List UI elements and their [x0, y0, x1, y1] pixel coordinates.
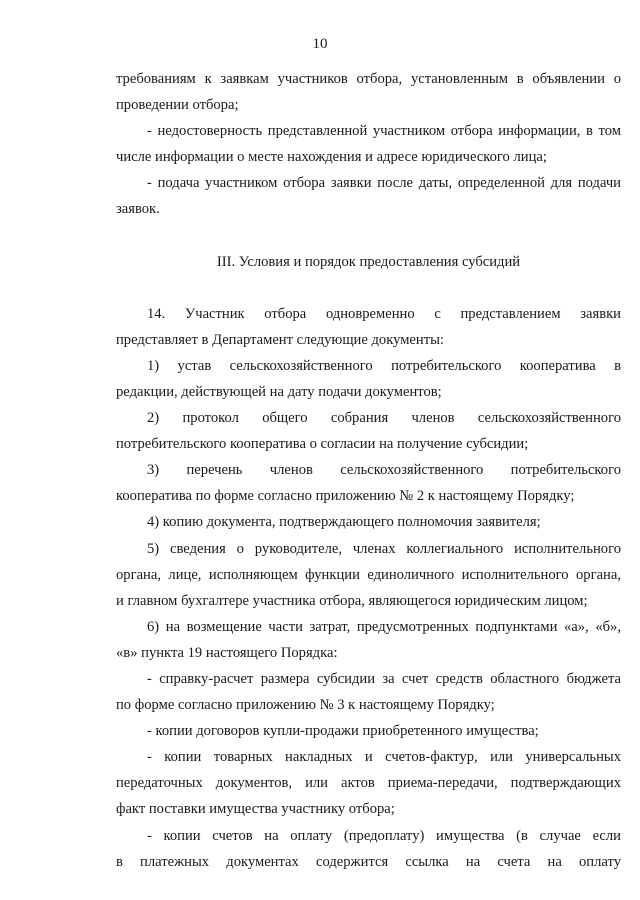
text-line: - копии счетов на оплату (предоплату) имущества (в случае если — [147, 827, 621, 844]
paragraph — [116, 536, 621, 614]
text-line: представляет в Департамент следующие документы: — [116, 331, 444, 348]
paragraph — [116, 614, 621, 666]
text-line: 2) протокол общего собрания членов сельскохозяйственного — [147, 410, 621, 427]
text-line: - копии договоров купли-продажи приобретенного имущества; — [147, 723, 539, 740]
paragraph — [116, 457, 621, 509]
paragraph — [116, 718, 621, 744]
text-line: по форме согласно приложению № 3 к настоящему Порядку; — [116, 697, 495, 714]
text-line: кооператива по форме согласно приложению № 2 к настоящему Порядку; — [116, 488, 575, 505]
paragraph — [116, 353, 621, 405]
section-title: III. Условия и порядок предоставления субсидий — [216, 253, 521, 270]
text-line: - недостоверность представленной участником отбора информации, в том — [147, 123, 621, 140]
text-line: 4) копию документа, подтверждающего полномочия заявителя; — [147, 514, 541, 531]
text-line: 5) сведения о руководителе, членах коллегиального исполнительного — [147, 540, 621, 557]
text-line: передаточных документов, или актов приема-передачи, подтверждающих — [116, 775, 621, 792]
text-line: - копии товарных накладных и счетов-фактур, или универсальных — [147, 749, 621, 766]
text-line: 3) перечень членов сельскохозяйственного потребительского — [147, 462, 621, 479]
text-line: числе информации о месте нахождения и адресе юридического лица; — [116, 149, 547, 166]
paragraph — [116, 66, 621, 118]
paragraphs-before-section — [116, 66, 621, 223]
paragraph — [116, 823, 621, 875]
text-line: 1) устав сельскохозяйственного потребительского кооператива в — [147, 357, 621, 374]
text-line: требованиям к заявкам участников отбора, установленным в объявлении о — [116, 71, 621, 87]
text-line: 14. Участник отбора одновременно с представлением заявки — [147, 305, 621, 322]
text-line: - справку-расчет размера субсидии за счет средств областного бюджета — [147, 670, 621, 687]
text-line: «в» пункта 19 настоящего Порядка: — [116, 644, 338, 661]
paragraph — [116, 509, 621, 535]
text-line: проведении отбора; — [116, 97, 239, 114]
text-line: - подача участником отбора заявки после даты, определенной для подачи — [147, 175, 621, 192]
document-body — [116, 66, 621, 875]
paragraph — [116, 170, 621, 222]
paragraph — [116, 666, 621, 718]
text-line: и главном бухгалтере участника отбора, являющегося юридическим лицом; — [116, 592, 588, 609]
paragraph — [116, 301, 621, 353]
text-line: потребительского кооператива о согласии на получение субсидии; — [116, 436, 529, 453]
page-number: 10 — [312, 36, 328, 52]
text-line: редакции, действующей на дату подачи документов; — [116, 383, 442, 400]
paragraphs-section-iii — [116, 301, 621, 875]
text-line: факт поставки имущества участнику отбора; — [116, 801, 395, 818]
paragraph — [116, 118, 621, 170]
text-line: 6) на возмещение части затрат, предусмотренных подпунктами «а», «б», — [147, 618, 621, 635]
text-line: органа, лице, исполняющем функции единоличного исполнительного органа, — [116, 566, 621, 583]
paragraph — [116, 405, 621, 457]
text-line: заявок. — [116, 201, 160, 218]
text-line: в платежных документах содержится ссылка на счета на оплату — [116, 853, 621, 870]
paragraph — [116, 744, 621, 822]
